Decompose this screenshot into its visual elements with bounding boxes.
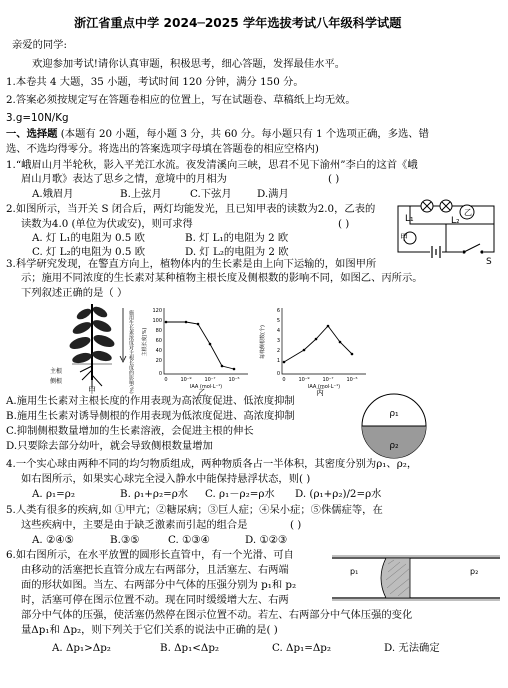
- section-intro-2: 选、不选均得零分。将选出的答案选项字母填在答题卷的相应空格内): [6, 143, 319, 155]
- section-intro-1: (本题有 20 小题，每小题 3 分，共 60 分。每小题只有 1 个选项正确，多选、错: [60, 128, 429, 140]
- q6-stem-4: 时，活塞可停在图示位置不动。现在同时缓缓增大左、右两: [21, 594, 289, 606]
- yi-xtick: 10⁻⁹: [180, 377, 192, 383]
- yi-point: [233, 368, 236, 371]
- bing-point: [303, 349, 306, 352]
- bing-ytick: 6: [276, 308, 280, 314]
- q1-option-a: A.娥眉月: [32, 188, 74, 200]
- meter-jia-label: 甲: [400, 233, 408, 242]
- rho1-label: ρ₁: [389, 409, 399, 419]
- q6-stem-6: 量Δp₁和 Δp₂，则下列关于它们关系的说法中正确的是( ): [21, 624, 278, 636]
- yi-xtick: 10⁻⁵: [228, 377, 240, 383]
- lateral-root-label: 侧根: [50, 378, 63, 385]
- bing-ytick: 1: [276, 358, 280, 364]
- q2-option-b: B. 灯 L₁的电阻为 2 欧: [185, 232, 289, 244]
- yi-ytick: 80: [155, 328, 162, 334]
- q5-stem-2: 这些疾病中，主要是由于缺乏激素而引起的组合是: [21, 519, 248, 531]
- q3-stem-2: 示；施用不同浓度的生长素对某种植物主根长度及侧根数的影响不同，如图乙、丙所示。: [21, 272, 423, 284]
- q4-option-a: A. ρ₁=ρ₂: [32, 488, 75, 500]
- yi-xlabel: IAA (mol·L⁻¹): [189, 384, 223, 390]
- main-root-label: 主根: [50, 368, 63, 375]
- rule-3: 3.g=10N/Kg: [6, 112, 69, 124]
- q1-option-c: C.下弦月: [190, 188, 232, 200]
- q6-stem-3: 面的形状如图。当左、右两部分中气体的压强分别为 p₁和 p₂: [21, 579, 297, 591]
- q2-option-d: D. 灯 L₂的电阻为 2 欧: [185, 246, 289, 258]
- battery-icon: [430, 246, 442, 258]
- q2-option-c: C. 灯 L₂的电阻为 0.5 欧: [32, 246, 145, 258]
- chart-bing: [258, 304, 378, 397]
- chart-yi: [140, 304, 260, 397]
- q5-option-c: C. ①③④: [168, 534, 210, 546]
- q6-stem-5: 部分中气体的压强，使活塞仍然停在图示位置不动。若左、右两部分中气体压强的变化: [21, 609, 413, 621]
- yi-ytick: 60: [155, 338, 162, 344]
- q3-option-b: B.施用生长素对诱导侧根的作用表现为低浓度促进、高浓度抑制: [6, 410, 295, 422]
- tube-piston-figure: [330, 550, 502, 606]
- fig-bing-caption: 丙: [316, 388, 324, 397]
- switch-icon: [462, 244, 484, 256]
- fig-yi-side-annotation: 施用生长素浓度对主根长度的影响(%): [128, 310, 134, 394]
- q1-answer-blank: ( ): [328, 173, 340, 185]
- lamp-l2-icon: [440, 200, 452, 212]
- yi-point: [165, 321, 168, 324]
- yi-ytick: 40: [155, 348, 162, 354]
- yi-ylabel: 主根长度(%): [142, 327, 148, 357]
- welcome-text: 欢迎参加考试!请你认真审题，积极思考，细心答题，发挥最佳水平。: [32, 58, 346, 70]
- q3-option-a: A.施用生长素对主根长度的作用表现为高浓度促进、低浓度抑制: [6, 395, 295, 407]
- bing-point: [327, 325, 330, 328]
- yi-ytick: 100: [152, 318, 162, 324]
- yi-point: [185, 321, 188, 324]
- yi-ytick: 120: [152, 308, 162, 314]
- q5-option-d: D. ①②③: [245, 534, 288, 546]
- q2-stem-2: 读数为4.0 (单位为伏或安)，则可求得: [21, 218, 193, 230]
- yi-ytick: 20: [155, 358, 162, 364]
- q1-option-b: B.上弦月: [120, 188, 162, 200]
- bing-curve: [284, 326, 352, 362]
- bing-ytick: 4: [276, 328, 280, 334]
- bing-ytick: 5: [276, 318, 280, 324]
- exam-title: 浙江省重点中学 2024─2025 学年选拔考试八年级科学试题: [74, 16, 402, 30]
- bing-xtick: 10⁻⁷: [322, 377, 334, 383]
- q4-option-b: B. ρ₁+ρ₂=ρ水: [120, 488, 189, 500]
- lamp-l1-icon: [421, 200, 433, 212]
- yi-point: [221, 365, 224, 368]
- q3-option-d: D.只要除去部分幼叶，就会导致侧根数量增加: [6, 440, 213, 452]
- q2-stem-1: 2.如图所示，当开关 S 闭合后，两灯均能发光，且已知甲表的读数为2.0，乙表的: [6, 203, 376, 215]
- bing-point: [315, 338, 318, 341]
- q5-stem-1: 5.人类有很多的疾病,如 ①甲亢；②糖尿病；③巨人症；④呆小症；⑤侏儒症等，在: [6, 504, 383, 516]
- q5-option-a: A. ②④⑤: [32, 534, 74, 546]
- q2-option-a: A. 灯 L₁的电阻为 0.5 欧: [32, 232, 145, 244]
- q4-stem-2: 如右图所示，如果实心球完全浸入静水中能保持悬浮状态，则( ): [21, 473, 311, 485]
- bing-xlabel: IAA (mol·L⁻¹): [307, 384, 341, 390]
- circuit-diagram: [388, 196, 504, 266]
- q3-stem-3: 下列叙述正确的是（ ）: [21, 287, 128, 299]
- q4-stem-1: 4.一个实心球由两种不同的均匀物质组成，两种物质各占一半体积，其密度分别为ρ₁、ρ₂，: [6, 458, 418, 470]
- q1-stem-1: 1.“峨眉山月半轮秋，影入平羌江水流。夜发清溪向三峡，思君不见下渝州”李白的这首《峨: [6, 159, 418, 171]
- rule-2: 2.答案必须按规定写在答题卷相应的位置上，写在试题卷、草稿纸上均无效。: [6, 94, 356, 106]
- q6-stem-1: 6.如右图所示，在水平放置的圆形长直管中，有一个光滑、可自: [6, 549, 294, 561]
- greeting: 亲爱的同学:: [12, 39, 67, 51]
- bing-point: [339, 341, 342, 344]
- q4-option-c: C. ρ₁－ρ₂=ρ水: [205, 488, 275, 500]
- q3-stem-1: 3.科学研究发现，在警直方向上，植物体内的生长素是由上向下运输的，如图甲所: [6, 258, 377, 270]
- rho2-label: ρ₂: [389, 441, 399, 451]
- yi-xtick: 0: [164, 377, 168, 383]
- bing-ytick: 3: [276, 338, 280, 344]
- rule-1: 1.本卷共 4 大题，35 小题，考试时间 120 分钟，满分 150 分。: [6, 76, 304, 88]
- l1-label: L₁: [405, 214, 414, 224]
- p2-label: p₂: [470, 567, 479, 576]
- q6-option-d: D. 无法确定: [384, 642, 440, 654]
- q6-option-a: A. Δp₁>Δp₂: [52, 642, 111, 654]
- q5-answer-blank: ( ): [290, 519, 302, 531]
- yi-point: [197, 323, 200, 326]
- yi-curve: [166, 322, 234, 369]
- yi-point: [209, 343, 212, 346]
- section-heading-line: [6, 128, 429, 141]
- yi-xtick: 10⁻⁷: [204, 377, 216, 383]
- meter-yi-label: 乙: [464, 208, 472, 217]
- bing-point: [351, 353, 354, 356]
- q6-stem-2: 由移动的活塞把长直管分成左右两部分，且活塞左、右两端: [21, 564, 289, 576]
- bing-ytick: 0: [276, 371, 280, 377]
- q6-option-c: C. Δp₁=Δp₂: [272, 642, 331, 654]
- sphere-figure: [360, 392, 428, 460]
- p1-label: p₁: [350, 567, 359, 576]
- q2-answer-blank: ( ): [338, 218, 350, 230]
- bing-xtick: 0: [282, 377, 286, 383]
- bing-point: [283, 361, 286, 364]
- switch-label: S: [486, 257, 492, 267]
- yi-ytick: 0: [158, 371, 162, 377]
- q1-option-d: D.满月: [257, 188, 289, 200]
- bing-ytick: 2: [276, 348, 280, 354]
- l2-label: L₂: [451, 216, 460, 226]
- section-heading: 一、选择题: [6, 128, 58, 140]
- fig-jia-caption: 甲: [88, 386, 96, 395]
- q3-option-c: C.抑制侧根数量增加的生长素溶液，会促进主根的伸长: [6, 425, 254, 437]
- bing-xtick: 10⁻⁵: [346, 377, 358, 383]
- fig-yi-caption: 乙: [198, 388, 206, 397]
- bing-ylabel: 每株侧根数(个): [260, 325, 266, 359]
- q6-option-b: B. Δp₁<Δp₂: [160, 642, 220, 654]
- q4-option-d: D. (ρ₁+ρ₂)/2=ρ水: [295, 488, 382, 500]
- bing-xtick: 10⁻⁹: [298, 377, 310, 383]
- q1-stem-2: 眉山月歌》表达了思乡之情，意境中的月相为: [21, 173, 227, 185]
- q5-option-b: B.③⑤: [110, 534, 140, 546]
